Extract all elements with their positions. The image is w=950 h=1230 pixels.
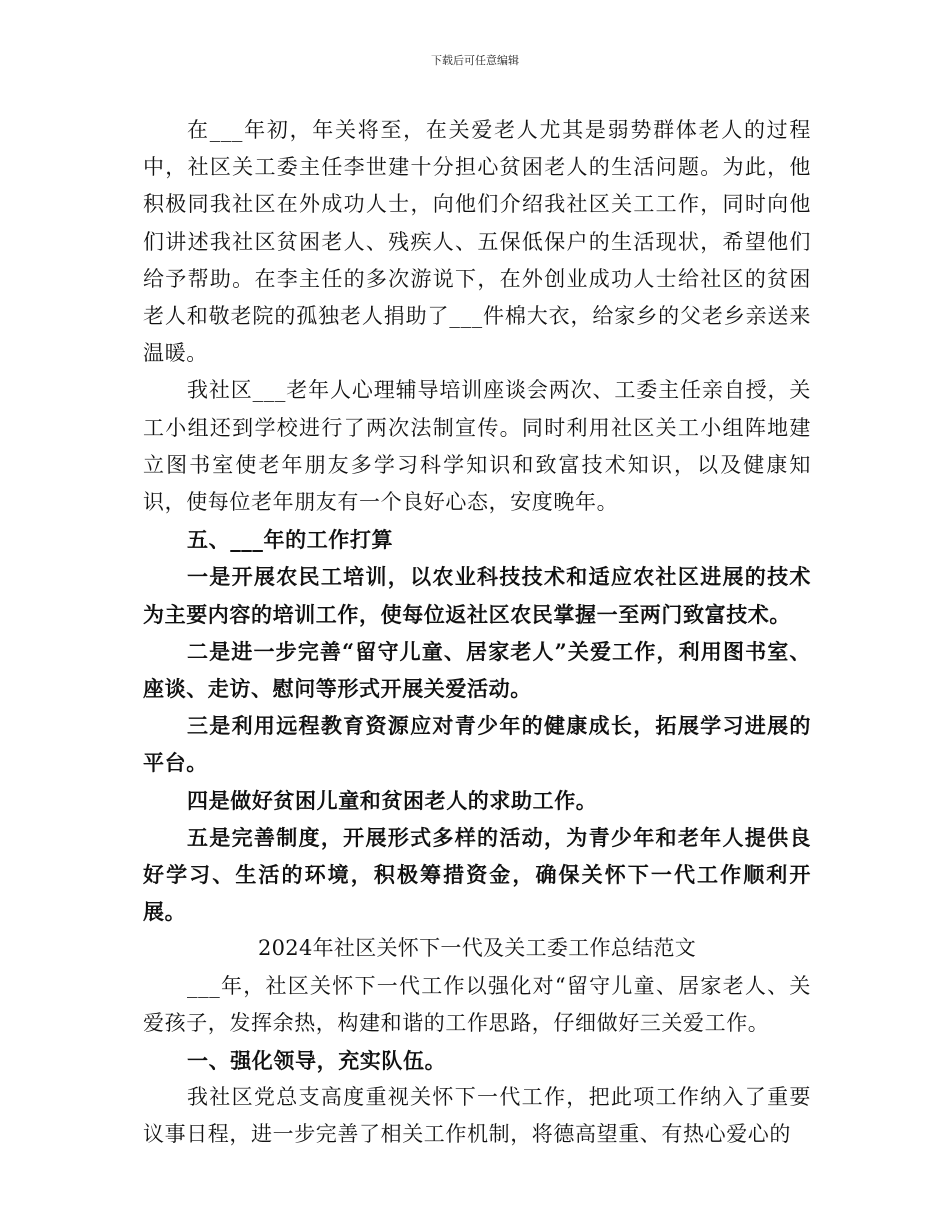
plan-item-1: 一是开展农民工培训，以农业科技技术和适应农社区进展的技术为主要内容的培训工作，使每位返社区农民掌握一至两门致富技术。 — [143, 564, 811, 627]
paragraph-leadership: 我社区党总支高度重视关怀下一代工作，把此项工作纳入了重要议事日程，进一步完善了相关工作机制，将德高望重、有热心爱心的 — [143, 1085, 811, 1147]
section-heading-leadership: 一、强化领导，充实队伍。 — [187, 1048, 447, 1074]
paragraph-training-seminar: 我社区___老年人心理辅导培训座谈会两次、工委主任亲自授，关工小组还到学校进行了两次法制宣传。同时利用社区关工小组阵地建立图书室使老年朋友多学习科学知识和致富技术知识，以及健康知识，使每位老年朋友有一个良好心态，安度晚年。 — [143, 378, 811, 515]
plan-item-5: 五是完善制度，开展形式多样的活动，为青少年和老年人提供良好学习、生活的环境，积极筹措资金，确保关怀下一代工作顺利开展。 — [143, 824, 811, 925]
page-header-note: 下载后可任意编辑 — [431, 54, 519, 67]
plan-item-2: 二是进一步完善“留守儿童、居家老人”关爱工作，利用图书室、座谈、走访、慰问等形式开展关爱活动。 — [143, 638, 811, 702]
document-title: 2024年社区关怀下一代及关工委工作总结范文 — [257, 936, 697, 961]
section-heading-work-plan: 五、___年的工作打算 — [187, 527, 394, 553]
paragraph-elderly-donation: 在___年初，年关将至，在关爱老人尤其是弱势群体老人的过程中，社区关工委主任李世建十分担心贫困老人的生活问题。为此，他积极同我社区在外成功人士，向他们介绍我社区关工工作，同时向他们讲述我社区贫困老人、残疾人、五保低保户的生活现状，希望他们给予帮助。在李主任的多次游说下，在外创业成功人士给社区的贫困老人和敬老院的孤独老人捐助了___件棉大衣，给家乡的父老乡亲送来温暖。 — [143, 118, 811, 366]
plan-item-3: 三是利用远程教育资源应对青少年的健康成长，拓展学习进展的平台。 — [143, 713, 811, 776]
document-body — [143, 112, 811, 1154]
paragraph-intro: ___年，社区关怀下一代工作以强化对“留守儿童、居家老人、关爱孩子，发挥余热，构建和谐的工作思路，仔细做好三关爱工作。 — [143, 973, 811, 1035]
plan-item-4: 四是做好贫困儿童和贫困老人的求助工作。 — [187, 787, 598, 813]
